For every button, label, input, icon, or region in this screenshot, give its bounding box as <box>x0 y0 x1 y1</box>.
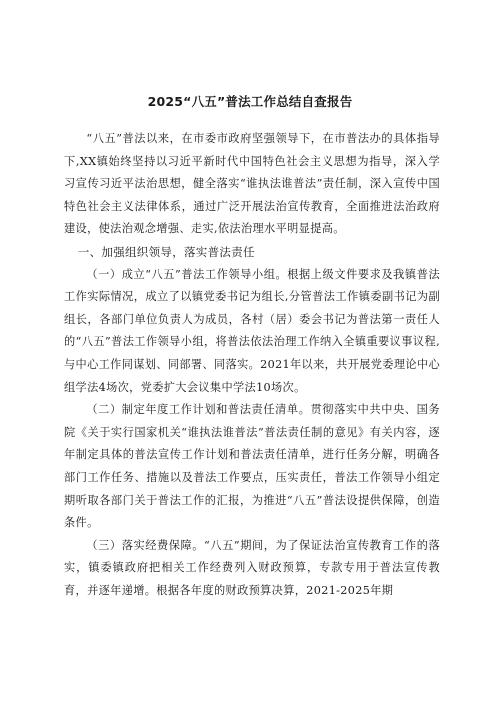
section-heading: 一、加强组织领导，落实普法责任 <box>77 244 255 259</box>
document-body <box>64 128 440 602</box>
intro-paragraph: “八五”普法以来，在市委市政府坚强领导下，在市普法办的具体指导下,XX镇始终坚持以习近平新时代中国特色社会主义思想为指导，深入学习宣传习近平法治思想，健全落实“谁执法谁普法”责任制，深入宣传中国特色社会主义法律体系，通过广泛开展法治宣传教育，全面推进法治政府建设，使法治观念增强、走实,依法治理水平明显提高。 <box>64 132 440 236</box>
section-paragraph-3: （三）落实经费保障。“八五”期间，为了保证法治宣传教育工作的落实，镇委镇政府把相关工作经费列入财政预算，专款专用于普法宣传教育，并逐年递增。根据各年度的财政预算决算，2021-2025年期 <box>64 538 440 597</box>
section-paragraph-1: （一）成立“八五”普法工作领导小组。根据上级文件要求及我镇普法工作实际情况，成立了以镇党委书记为组长,分管普法工作镇委副书记为副组长，各部门单位负责人为成员，各村（居）委会书记为普法第一责任人的“八五”普法工作领导小组，将普法依法治理工作纳入全镇重要议事议程,与中心工作同谋划、同部署、同落实。2021年以来，共开展党委理论中心组学法4场次，党委扩大会议集中学法10场次。 <box>64 267 440 394</box>
document-title: 2025“八五”普法工作总结自查报告 <box>147 94 353 109</box>
section-paragraph-2: （二）制定年度工作计划和普法责任清单。贯彻落实中共中央、国务院《关于实行国家机关“谁执法谁普法”普法责任制的意见》有关内容，逐年制定具体的普法宣传工作计划和普法责任清单，进行任务分解，明确各部门工作任务、措施以及普法工作要点，压实责任，普法工作领导小组定期听取各部门关于普法工作的汇报，为推进“八五”普法设提供保障，创造条件。 <box>64 403 440 530</box>
